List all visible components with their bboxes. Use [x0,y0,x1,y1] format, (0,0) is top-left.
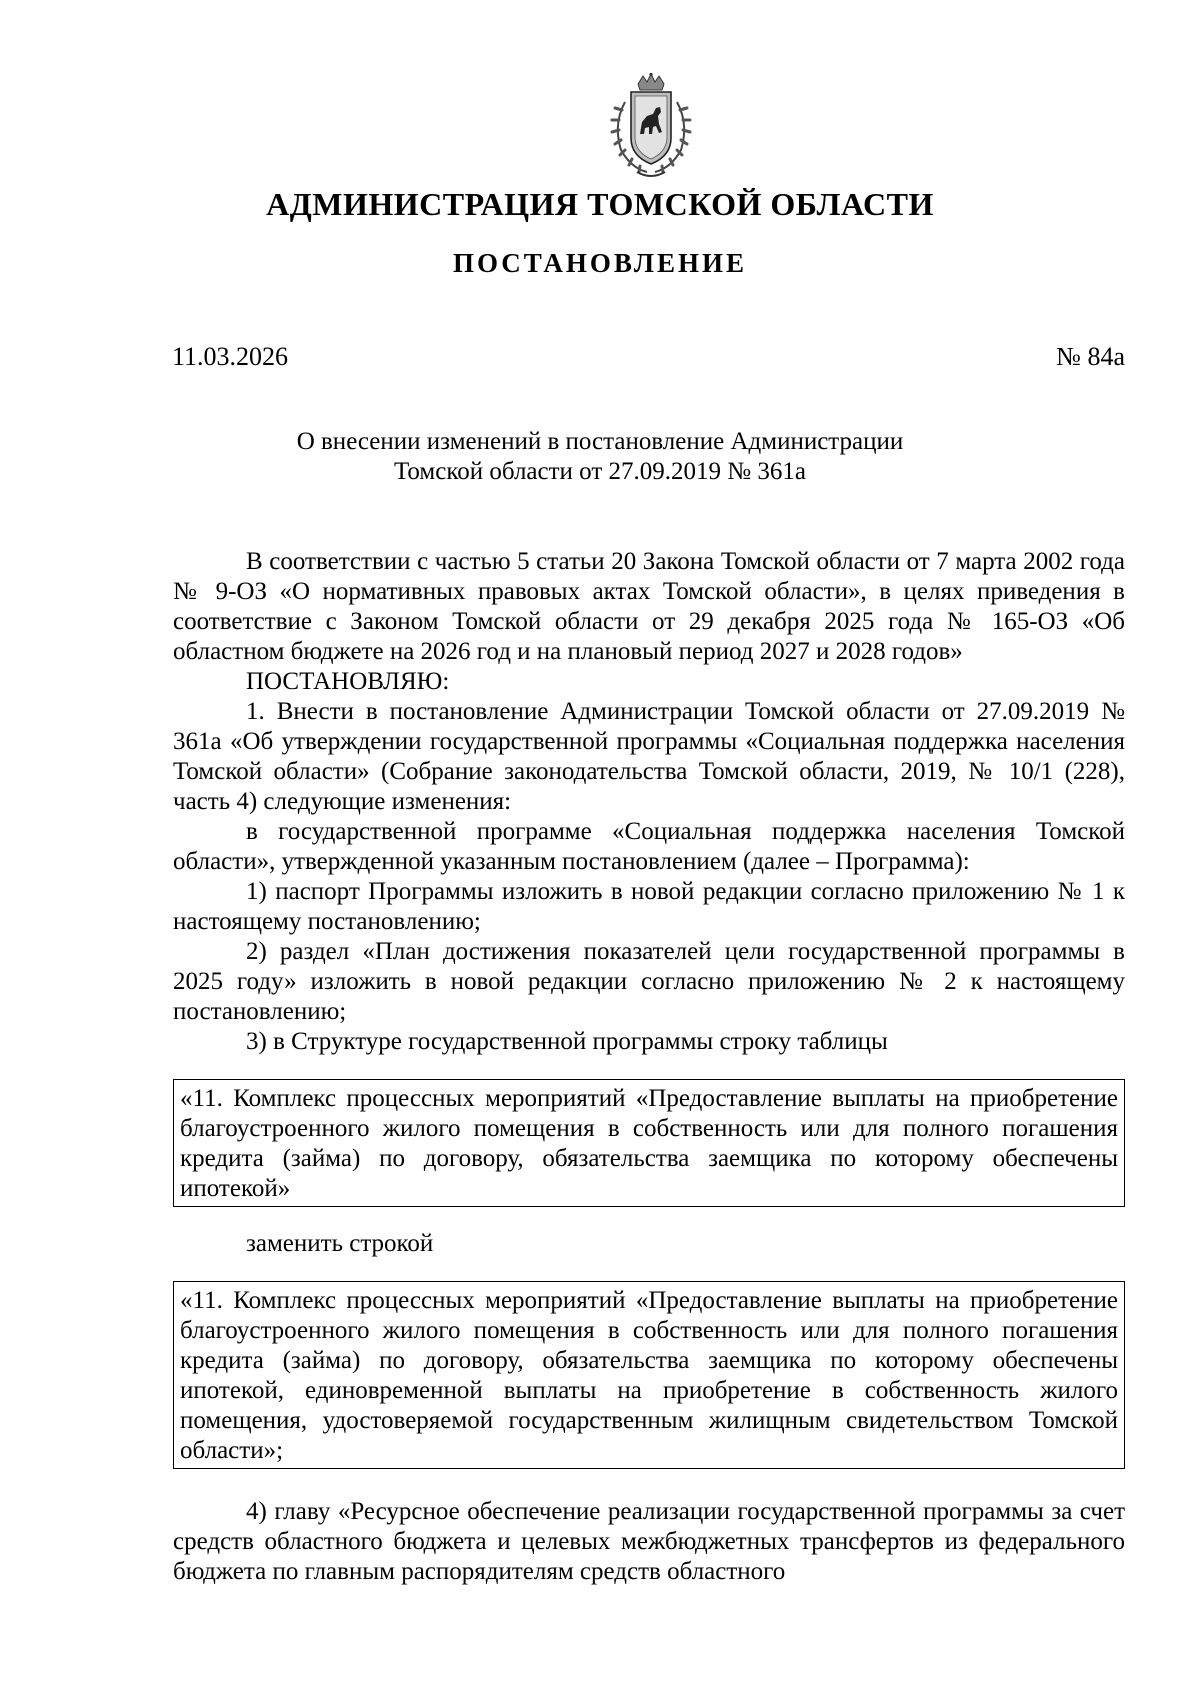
resolve-heading: ПОСТАНОВЛЯЮ: [246,668,450,695]
replace-with-text: заменить строкой [246,1230,434,1257]
new-table-row: «11. Комплекс процессных мероприятий «Предоставление выплаты на приобретение благоустроенного жилого помещения в собственность или для полного погашения кредита (займа) по договору, обязательства заемщика по которому обеспечены ипотекой, единовременной выплаты на приобретение в собственность жилого помещения, удостоверяемой государственным жилищным свидетельством Томской области»; [173,1281,1125,1469]
item-1-intro-paragraph: в государственной программе «Социальная поддержка населения Томской области», утвержденной указанным постановлением (далее – Программа): [173,818,1125,875]
preamble-paragraph: В соответствии с частью 5 статьи 20 Закона Томской области от 7 марта 2002 года № 9-ОЗ «О нормативных правовых актах Томской области», в целях приведения в соответствие с Законом Томской области от 29 декабря 2025 года № 165-ОЗ «Об областном бюджете на 2026 год и на плановый период 2027 и 2028 годов» [173,548,1125,665]
document-date: 11.03.2026 [172,342,289,371]
document-type: ПОСТАНОВЛЕНИЕ [452,248,748,278]
coat-of-arms-icon [595,72,707,184]
subject-line: Томской области от 27.09.2019 № 361а [394,458,806,485]
subitem-1-paragraph: 1) паспорт Программы изложить в новой редакции согласно приложению № 1 к настоящему постановлению; [173,878,1125,935]
subject-line: О внесении изменений в постановление Администрации [296,428,904,455]
document-number: № 84а [1056,342,1125,371]
old-table-row: «11. Комплекс процессных мероприятий «Предоставление выплаты на приобретение благоустроенного жилого помещения в собственность или для полного погашения кредита (займа) по договору, обязательства заемщика по которому обеспечены ипотекой» [173,1079,1125,1207]
document-subject [0,427,1200,487]
organization-title: АДМИНИСТРАЦИЯ ТОМСКОЙ ОБЛАСТИ [266,186,934,222]
subitem-2-paragraph: 2) раздел «План достижения показателей цели государственной программы в 2025 году» изложить в новой редакции согласно приложению № 2 к настоящему постановлению; [173,938,1125,1025]
subitem-3-paragraph: 3) в Структуре государственной программы строку таблицы [246,1028,888,1055]
item-1-paragraph: 1. Внести в постановление Администрации Томской области от 27.09.2019 № 361а «Об утверждении государственной программы «Социальная поддержка населения Томской области» (Собрание законодательства Томской области, 2019, № 10/1 (228), часть 4) следующие изменения: [173,698,1125,815]
subitem-4-paragraph: 4) главу «Ресурсное обеспечение реализации государственной программы за счет средств областного бюджета и целевых межбюджетных трансфертов из федерального бюджета по главным распорядителям средств областного [173,1498,1125,1585]
document-body [173,547,1125,1587]
